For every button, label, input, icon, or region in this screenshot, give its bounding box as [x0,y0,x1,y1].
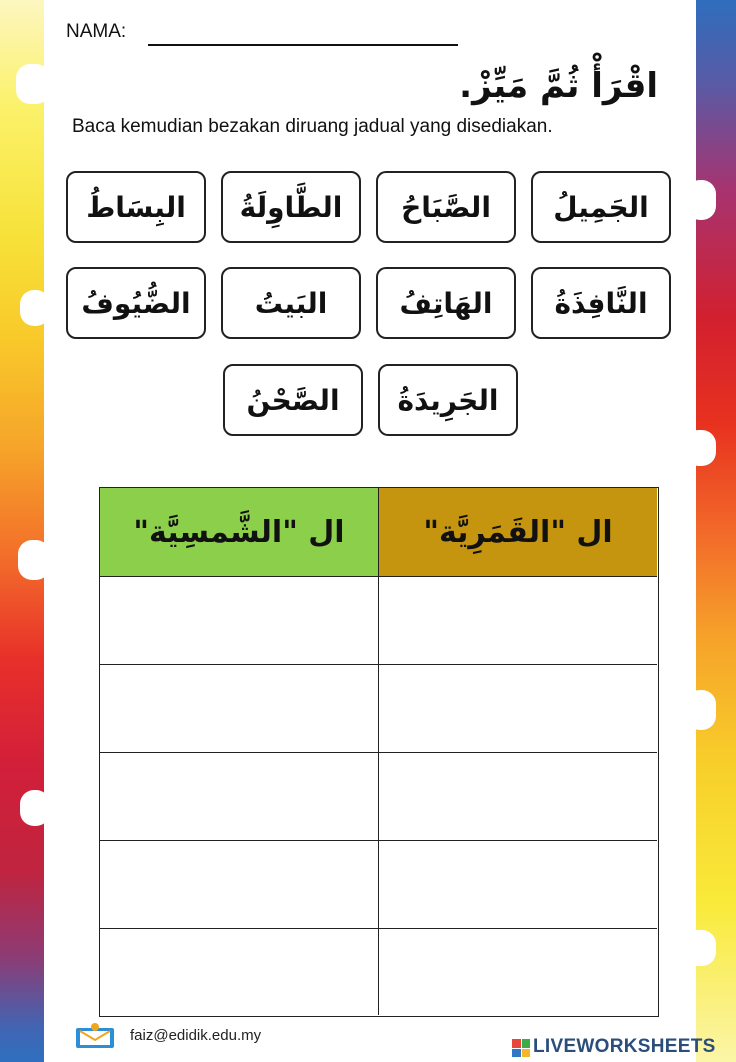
qamariah-drop-cell[interactable] [379,664,657,752]
edidik-logo-icon [74,1022,116,1050]
syamsiah-drop-cell[interactable] [100,752,379,840]
qamariah-header: ال "القَمَرِيَّة" [379,488,657,576]
syamsiah-header: ال "الشَّمسِيَّة" [100,488,379,576]
word-card[interactable]: الصَّحْنُ [223,364,363,436]
left-decorative-border [0,0,44,1062]
qamariah-drop-cell[interactable] [379,752,657,840]
syamsiah-drop-cell[interactable] [100,928,379,1015]
name-input-line[interactable] [148,44,458,46]
word-card[interactable]: الجَرِيدَةُ [378,364,518,436]
sorting-table [99,487,659,1017]
liveworksheets-brand[interactable]: LIVEWORKSHEETS [533,1036,716,1057]
liveworksheets-logo-icon [512,1039,530,1057]
right-decorative-border [696,0,736,1062]
word-card[interactable]: البِسَاطُ [66,171,206,243]
author-email: faiz@edidik.edu.my [130,1027,262,1044]
word-card[interactable]: الضُّيُوفُ [66,267,206,339]
instruction-text: Baca kemudian bezakan diruang jadual yang disediakan. [72,116,553,137]
qamariah-drop-cell[interactable] [379,928,657,1015]
name-label: NAMA: [66,21,127,42]
arabic-title: اقْرَأْ ثُمَّ مَيِّزْ. [459,66,658,106]
word-card[interactable]: الهَاتِفُ [376,267,516,339]
syamsiah-drop-cell[interactable] [100,664,379,752]
qamariah-drop-cell[interactable] [379,840,657,928]
syamsiah-drop-cell[interactable] [100,576,379,664]
word-card[interactable]: البَيتُ [221,267,361,339]
word-card[interactable]: الطَّاوِلَةُ [221,171,361,243]
qamariah-drop-cell[interactable] [379,576,657,664]
word-card[interactable]: الصَّبَاحُ [376,171,516,243]
syamsiah-drop-cell[interactable] [100,840,379,928]
word-card[interactable]: النَّافِذَةُ [531,267,671,339]
word-card[interactable]: الجَمِيلُ [531,171,671,243]
